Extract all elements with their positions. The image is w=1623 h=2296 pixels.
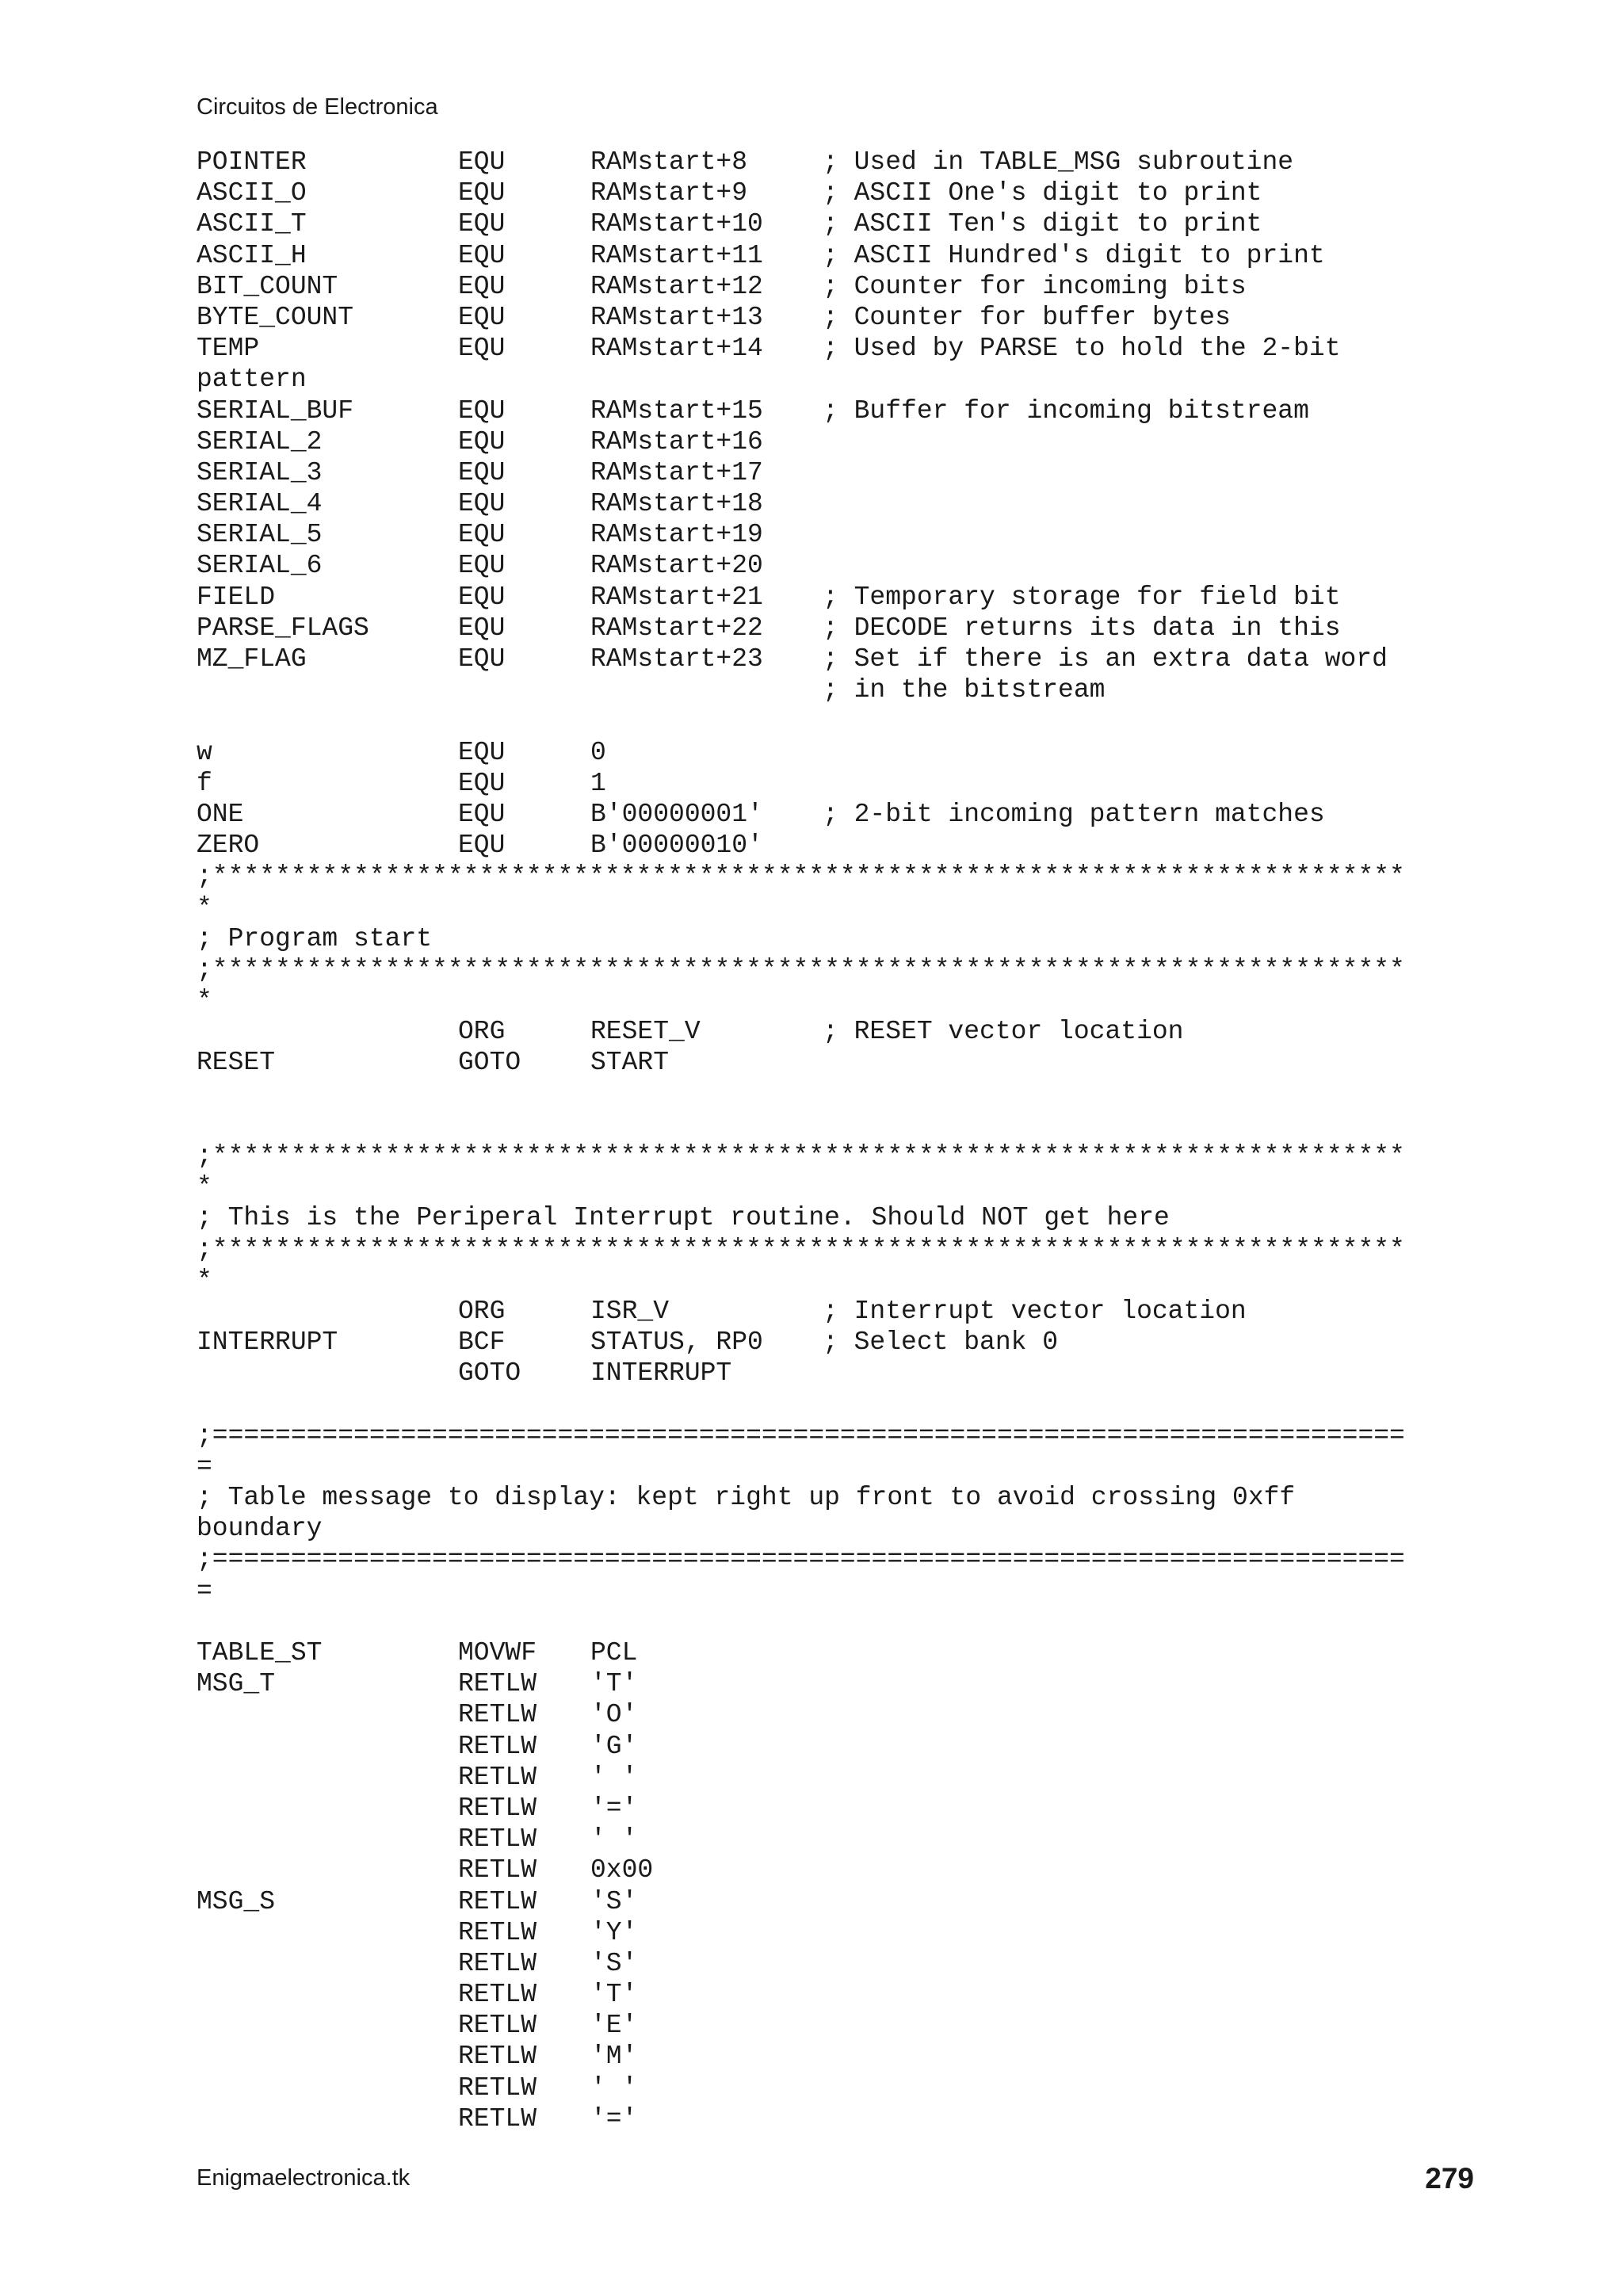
code-line bbox=[197, 1234, 1480, 1265]
code-mnemonic: RETLW bbox=[458, 1700, 537, 1730]
page-header: Circuitos de Electronica bbox=[197, 94, 438, 120]
code-operand: 'E' bbox=[590, 2011, 638, 2041]
code-label: = bbox=[197, 1576, 212, 1606]
code-line bbox=[197, 861, 1480, 892]
code-mnemonic: RETLW bbox=[458, 1980, 537, 2010]
code-label: POINTER bbox=[197, 147, 307, 177]
page-number: 279 bbox=[1425, 2162, 1474, 2195]
code-line bbox=[197, 582, 1480, 613]
code-mnemonic: EQU bbox=[458, 457, 506, 487]
code-label: f bbox=[197, 768, 212, 798]
code-mnemonic: RETLW bbox=[458, 1762, 537, 1792]
code-mnemonic: MOVWF bbox=[458, 1638, 537, 1668]
code-line bbox=[197, 457, 1480, 488]
code-label: ;**************************************************************************** bbox=[197, 1141, 1405, 1171]
code-label: MSG_T bbox=[197, 1669, 276, 1699]
code-label: SERIAL_3 bbox=[197, 457, 323, 487]
code-label: boundary bbox=[197, 1514, 323, 1544]
code-operand: 'Y' bbox=[590, 1917, 638, 1947]
code-line bbox=[197, 1513, 1480, 1544]
code-line bbox=[197, 1762, 1480, 1793]
code-mnemonic: GOTO bbox=[458, 1048, 521, 1078]
code-label: BIT_COUNT bbox=[197, 271, 338, 301]
code-line bbox=[197, 1451, 1480, 1482]
code-comment: ; Buffer for incoming bitstream bbox=[823, 395, 1309, 426]
code-mnemonic: RETLW bbox=[458, 1948, 537, 1978]
code-comment: ; Set if there is an extra data word bbox=[823, 644, 1388, 674]
code-label: MZ_FLAG bbox=[197, 644, 307, 674]
code-comment: ; Interrupt vector location bbox=[823, 1296, 1247, 1326]
code-mnemonic: EQU bbox=[458, 737, 506, 767]
code-line bbox=[197, 1886, 1480, 1917]
code-line bbox=[197, 1420, 1480, 1451]
code-mnemonic: EQU bbox=[458, 768, 506, 798]
code-comment: ; ASCII One's digit to print bbox=[823, 178, 1262, 208]
code-line bbox=[197, 1668, 1480, 1699]
code-label: SERIAL_5 bbox=[197, 520, 323, 550]
code-label: ;============================================================================ bbox=[197, 1545, 1405, 1575]
code-line bbox=[197, 488, 1480, 519]
code-operand: B'00000001' bbox=[590, 799, 763, 829]
code-line bbox=[197, 2041, 1480, 2072]
code-mnemonic: RETLW bbox=[458, 2011, 537, 2041]
code-label: ;============================================================================ bbox=[197, 1420, 1405, 1450]
code-line bbox=[197, 923, 1480, 954]
code-line bbox=[197, 333, 1480, 364]
code-mnemonic: RETLW bbox=[458, 2103, 537, 2134]
code-line bbox=[197, 1265, 1480, 1296]
code-line bbox=[197, 147, 1480, 178]
code-operand: RAMstart+13 bbox=[590, 302, 763, 332]
code-operand: RAMstart+8 bbox=[590, 147, 748, 177]
code-line bbox=[197, 2010, 1480, 2041]
code-mnemonic: RETLW bbox=[458, 2042, 537, 2072]
code-operand: RAMstart+16 bbox=[590, 426, 763, 457]
code-mnemonic: RETLW bbox=[458, 1793, 537, 1823]
code-line bbox=[197, 1917, 1480, 1948]
code-comment: ; Counter for buffer bytes bbox=[823, 302, 1231, 332]
code-mnemonic: EQU bbox=[458, 334, 506, 364]
code-operand: RAMstart+19 bbox=[590, 520, 763, 550]
code-mnemonic: EQU bbox=[458, 178, 506, 208]
code-line bbox=[197, 830, 1480, 861]
code-label: * bbox=[197, 1172, 212, 1202]
code-line bbox=[197, 644, 1480, 674]
code-mnemonic: EQU bbox=[458, 302, 506, 332]
code-line bbox=[197, 954, 1480, 985]
code-operand: RAMstart+17 bbox=[590, 457, 763, 487]
code-line bbox=[197, 1576, 1480, 1606]
code-label: SERIAL_6 bbox=[197, 551, 323, 581]
code-operand: ' ' bbox=[590, 1762, 638, 1792]
code-operand: B'00000010' bbox=[590, 831, 763, 861]
code-label: ; Program start bbox=[197, 923, 433, 953]
code-line bbox=[197, 364, 1480, 395]
code-line bbox=[197, 1079, 1480, 1110]
code-line bbox=[197, 1637, 1480, 1668]
code-operand: 1 bbox=[590, 768, 606, 798]
code-line bbox=[197, 1016, 1480, 1047]
code-mnemonic: RETLW bbox=[458, 1917, 537, 1947]
code-operand: ISR_V bbox=[590, 1296, 670, 1326]
code-line bbox=[197, 178, 1480, 208]
code-operand: RAMstart+14 bbox=[590, 334, 763, 364]
code-label: TABLE_ST bbox=[197, 1638, 323, 1668]
code-label: ;**************************************************************************** bbox=[197, 861, 1405, 892]
code-line bbox=[197, 1699, 1480, 1730]
code-mnemonic: EQU bbox=[458, 799, 506, 829]
code-mnemonic: RETLW bbox=[458, 1886, 537, 1916]
code-operand: 'S' bbox=[590, 1948, 638, 1978]
code-listing bbox=[197, 147, 1480, 2152]
code-line bbox=[197, 550, 1480, 581]
code-label: MSG_S bbox=[197, 1886, 276, 1916]
code-operand: INTERRUPT bbox=[590, 1358, 732, 1389]
code-operand: 'M' bbox=[590, 2042, 638, 2072]
code-operand: 'S' bbox=[590, 1886, 638, 1916]
code-line bbox=[197, 1979, 1480, 2010]
code-mnemonic: EQU bbox=[458, 582, 506, 612]
code-label: pattern bbox=[197, 365, 307, 395]
code-line bbox=[197, 2073, 1480, 2103]
code-comment: ; Counter for incoming bits bbox=[823, 271, 1247, 301]
code-comment: ; in the bitstream bbox=[823, 675, 1106, 705]
code-line bbox=[197, 1047, 1480, 1078]
code-label: w bbox=[197, 737, 212, 767]
footer-site: Enigmaelectronica.tk bbox=[197, 2165, 411, 2191]
code-mnemonic: EQU bbox=[458, 551, 506, 581]
code-comment: ; Used in TABLE_MSG subroutine bbox=[823, 147, 1294, 177]
code-operand: RAMstart+9 bbox=[590, 178, 748, 208]
code-mnemonic: EQU bbox=[458, 240, 506, 270]
code-comment: ; ASCII Hundred's digit to print bbox=[823, 240, 1325, 270]
code-line bbox=[197, 1948, 1480, 1979]
code-operand: 'G' bbox=[590, 1731, 638, 1761]
code-label: ASCII_H bbox=[197, 240, 307, 270]
code-operand: RAMstart+18 bbox=[590, 489, 763, 519]
code-line bbox=[197, 426, 1480, 457]
code-mnemonic: EQU bbox=[458, 271, 506, 301]
code-label: ; Table message to display: kept right up front to avoid crossing 0xff bbox=[197, 1483, 1296, 1513]
code-label: FIELD bbox=[197, 582, 276, 612]
code-mnemonic: EQU bbox=[458, 831, 506, 861]
code-operand: RAMstart+21 bbox=[590, 582, 763, 612]
code-line bbox=[197, 240, 1480, 271]
code-operand: 0 bbox=[590, 737, 606, 767]
code-line bbox=[197, 1202, 1480, 1233]
code-label: INTERRUPT bbox=[197, 1328, 338, 1358]
code-label: ONE bbox=[197, 799, 244, 829]
code-line bbox=[197, 1544, 1480, 1575]
code-operand: RAMstart+23 bbox=[590, 644, 763, 674]
code-line bbox=[197, 1482, 1480, 1513]
code-line bbox=[197, 1389, 1480, 1420]
code-label: ZERO bbox=[197, 831, 260, 861]
code-operand: '=' bbox=[590, 2103, 638, 2134]
code-operand: ' ' bbox=[590, 1824, 638, 1855]
code-line bbox=[197, 1793, 1480, 1824]
code-comment: ; Used by PARSE to hold the 2-bit bbox=[823, 334, 1341, 364]
code-operand: 'T' bbox=[590, 1980, 638, 2010]
code-mnemonic: RETLW bbox=[458, 1824, 537, 1855]
code-operand: RAMstart+10 bbox=[590, 209, 763, 239]
code-label: * bbox=[197, 892, 212, 923]
code-mnemonic: EQU bbox=[458, 209, 506, 239]
code-label: * bbox=[197, 1265, 212, 1295]
code-label: SERIAL_2 bbox=[197, 426, 323, 457]
code-comment: ; 2-bit incoming pattern matches bbox=[823, 799, 1325, 829]
code-comment: ; Temporary storage for field bit bbox=[823, 582, 1341, 612]
code-mnemonic: EQU bbox=[458, 395, 506, 426]
code-line bbox=[197, 1171, 1480, 1202]
code-mnemonic: RETLW bbox=[458, 1855, 537, 1885]
code-operand: RESET_V bbox=[590, 1017, 701, 1047]
code-line bbox=[197, 892, 1480, 923]
code-line bbox=[197, 674, 1480, 705]
code-line bbox=[197, 1140, 1480, 1171]
code-comment: ; ASCII Ten's digit to print bbox=[823, 209, 1262, 239]
code-line bbox=[197, 768, 1480, 799]
code-operand: RAMstart+22 bbox=[590, 613, 763, 643]
code-operand: RAMstart+15 bbox=[590, 395, 763, 426]
code-line bbox=[197, 1358, 1480, 1389]
code-line bbox=[197, 1855, 1480, 1885]
code-operand: 'O' bbox=[590, 1700, 638, 1730]
code-operand: PCL bbox=[590, 1638, 638, 1668]
code-operand: 'T' bbox=[590, 1669, 638, 1699]
code-mnemonic: ORG bbox=[458, 1296, 506, 1326]
code-mnemonic: ORG bbox=[458, 1017, 506, 1047]
code-line bbox=[197, 1296, 1480, 1327]
code-label: SERIAL_BUF bbox=[197, 395, 354, 426]
code-line bbox=[197, 705, 1480, 736]
code-line bbox=[197, 799, 1480, 830]
code-operand: '=' bbox=[590, 1793, 638, 1823]
code-line bbox=[197, 1606, 1480, 1637]
code-mnemonic: RETLW bbox=[458, 2073, 537, 2103]
code-operand: ' ' bbox=[590, 2073, 638, 2103]
code-line bbox=[197, 208, 1480, 239]
code-line bbox=[197, 613, 1480, 644]
code-label: TEMP bbox=[197, 334, 260, 364]
code-operand: RAMstart+12 bbox=[590, 271, 763, 301]
code-mnemonic: EQU bbox=[458, 613, 506, 643]
code-label: ;**************************************************************************** bbox=[197, 954, 1405, 984]
code-mnemonic: EQU bbox=[458, 644, 506, 674]
code-line bbox=[197, 1110, 1480, 1140]
code-line bbox=[197, 2103, 1480, 2134]
code-label: = bbox=[197, 1451, 212, 1481]
code-line bbox=[197, 395, 1480, 426]
code-label: ASCII_T bbox=[197, 209, 307, 239]
code-mnemonic: RETLW bbox=[458, 1731, 537, 1761]
code-line bbox=[197, 1327, 1480, 1358]
code-label: * bbox=[197, 986, 212, 1016]
code-comment: ; DECODE returns its data in this bbox=[823, 613, 1341, 643]
code-line bbox=[197, 1824, 1480, 1855]
code-mnemonic: BCF bbox=[458, 1328, 506, 1358]
code-operand: STATUS, RP0 bbox=[590, 1328, 763, 1358]
code-label: ; This is the Periperal Interrupt routine. Should NOT get here bbox=[197, 1203, 1170, 1233]
code-label: ;**************************************************************************** bbox=[197, 1234, 1405, 1264]
code-mnemonic: RETLW bbox=[458, 1669, 537, 1699]
code-comment: ; RESET vector location bbox=[823, 1017, 1184, 1047]
code-label: PARSE_FLAGS bbox=[197, 613, 369, 643]
code-line bbox=[197, 271, 1480, 302]
code-comment: ; Select bank 0 bbox=[823, 1328, 1059, 1358]
code-operand: RAMstart+11 bbox=[590, 240, 763, 270]
code-mnemonic: GOTO bbox=[458, 1358, 521, 1389]
code-label: SERIAL_4 bbox=[197, 489, 323, 519]
code-label: RESET bbox=[197, 1048, 276, 1078]
code-operand: RAMstart+20 bbox=[590, 551, 763, 581]
code-line bbox=[197, 302, 1480, 333]
code-mnemonic: EQU bbox=[458, 147, 506, 177]
code-line bbox=[197, 1731, 1480, 1762]
code-mnemonic: EQU bbox=[458, 489, 506, 519]
code-label: BYTE_COUNT bbox=[197, 302, 354, 332]
code-line bbox=[197, 519, 1480, 550]
code-operand: START bbox=[590, 1048, 670, 1078]
code-mnemonic: EQU bbox=[458, 520, 506, 550]
code-operand: 0x00 bbox=[590, 1855, 654, 1885]
code-line bbox=[197, 737, 1480, 768]
code-label: ASCII_O bbox=[197, 178, 307, 208]
code-line bbox=[197, 985, 1480, 1016]
code-mnemonic: EQU bbox=[458, 426, 506, 457]
